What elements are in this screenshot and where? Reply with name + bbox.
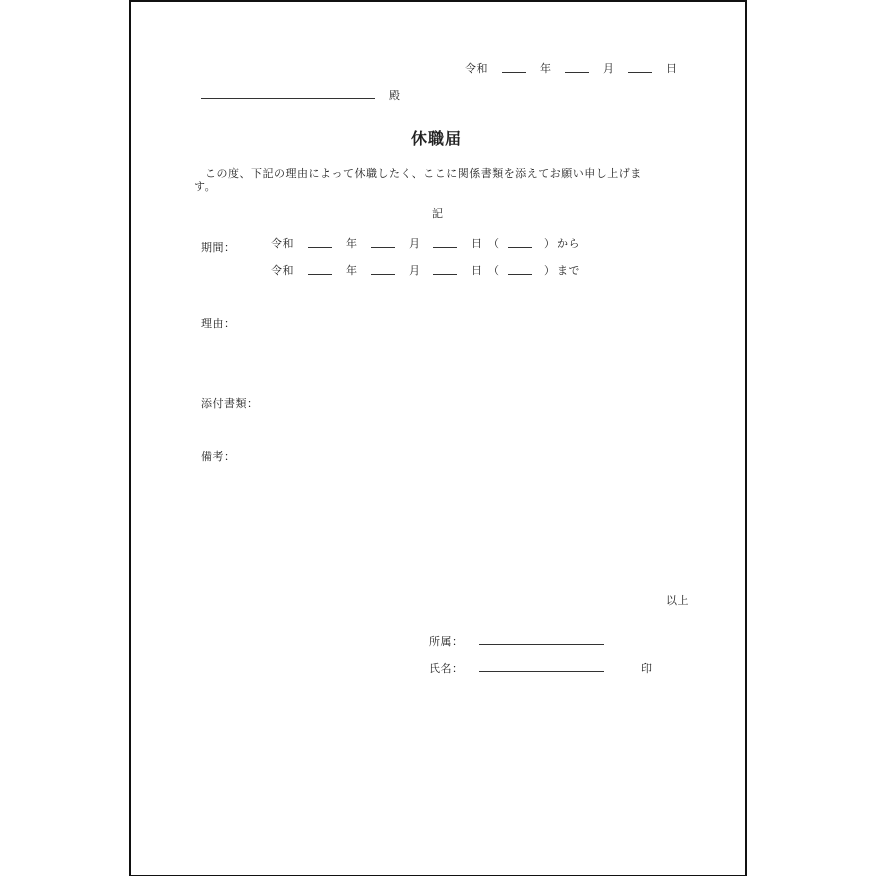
attachments-label: 添付書類： [201,397,259,410]
period-from-year-unit: 年 [346,237,358,250]
period-from-paren-open: （ [488,237,500,250]
remarks-label: 備考： [201,450,236,463]
intro-line-1: この度、下記の理由によって休職したく、ここに関係書類を添えてお願い申し上げま [205,167,642,180]
period-to-paren-open: （ [488,264,500,277]
date-day-unit: 日 [666,62,678,75]
period-from-weekday-blank[interactable] [508,247,532,248]
period-label: 期間： [201,241,236,254]
addressee-suffix: 殿 [389,89,401,102]
period-from-day-unit: 日 [471,237,483,250]
document-page [129,0,747,876]
period-from-suffix: から [557,237,580,250]
period-to-day-unit: 日 [471,264,483,277]
period-to-era: 令和 [271,264,294,277]
period-from-month-blank[interactable] [371,247,395,248]
period-to-weekday-blank[interactable] [508,274,532,275]
closing-text: 以上 [666,594,689,607]
date-year-unit: 年 [540,62,552,75]
period-to-month-unit: 月 [409,264,421,277]
period-to-suffix: まで [557,264,580,277]
seal-mark: 印 [641,662,653,675]
period-to-paren-close: ） [544,264,556,277]
ki-heading: 記 [432,207,444,220]
period-to-year-blank[interactable] [308,274,332,275]
affiliation-label: 所属： [429,635,464,648]
period-to-day-blank[interactable] [433,274,457,275]
period-to-month-blank[interactable] [371,274,395,275]
period-from-day-blank[interactable] [433,247,457,248]
affiliation-blank[interactable] [479,644,604,645]
intro-line-2: す。 [194,180,217,193]
reason-label: 理由： [201,317,236,330]
period-from-year-blank[interactable] [308,247,332,248]
date-month-blank[interactable] [565,72,589,73]
period-from-month-unit: 月 [409,237,421,250]
page-title: 休職届 [411,129,463,148]
date-year-blank[interactable] [502,72,526,73]
date-era: 令和 [465,62,488,75]
date-day-blank[interactable] [628,72,652,73]
period-from-era: 令和 [271,237,294,250]
period-from-paren-close: ） [544,237,556,250]
period-to-year-unit: 年 [346,264,358,277]
addressee-blank[interactable] [201,98,375,99]
name-blank[interactable] [479,671,604,672]
date-month-unit: 月 [603,62,615,75]
name-label: 氏名： [429,662,464,675]
